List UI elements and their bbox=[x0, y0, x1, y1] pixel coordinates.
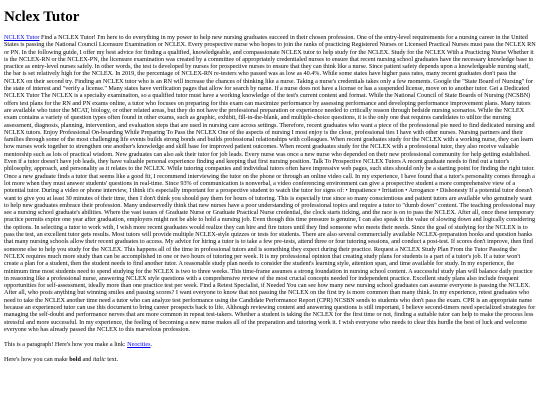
format-suffix: text. bbox=[105, 356, 119, 364]
paragraph-text: This is a paragraph! Here's how you make a link: bbox=[4, 341, 128, 349]
article-body-text: Find a NCLEX Tutor! I'm here to do everything in my power to help new nursing graduates succeed in their chosen profession. One of the entry-level requirements for a nursing career in the United States is passing the National Council Licensure Examination or NCLEX. Every prospective nurse who hopes to join the ranks of practicing Registered Nurses or Licensed Practical Nurses must pass the NCLEX RN or PN. In the following guide, I offer my best advice for finding a qualified, knowledgeable, and compassionate NCLEX tutor to help study for the NCLEX. Study for the NCLEX With a Practicing Nurse Whether it is the NCLEX-RN or the NCLEX-PN, the licensure examination was created by a committee of appropriately credentialed nurses to ensure that recent nursing school graduates have the necessary knowledge base to practice as entry-level nurses safely. In other words, the test is developed by nurses for prospective nurses to ensure that they can think like a nurse. Since patient safety depends upon a knowledgeable nursing staff, the bar is set relatively high for the NCLEX. In 2019, the percentage of NCLEX-RN re-testers who passed was as low as 40.4%. While some states have higher pass rates, many recent graduates don't pass the NCLEX on their second try. Finding an NCLEX tutor who is an RN will increase the chances of thinking like a nurse. Taking a nurse's credentials takes only a few moments. Google the "State Board of Nursing" for the state of interest and "verify a license." Many states have verification pages that allow for search by name. If a nurse does not have a license or has a suspended license, move on to another tutor. Get a Dedicated NCLEX Tutor The NCLEX is a specialty examination, so a qualified tutor must have a working knowledge of the test's current content and format. While the National Council of State Boards of Nursing (NCSBN) offers test plans for the RN and PN exams online, a tutor who focuses on preparing for this exam can maximize performance by assessing performance and developing performance improvement plans. Many tutors are available who tutor the MCAT, biology, or other related areas, but they do not have the professional preparation or experience needed to critically reason through bedside nursing scenarios. While the NCLEX exam contains a variety of question types often found in other exams, such as graphic, exhibit, fill-in-the-blank, and multiple-choice questions, it is the only one that requires candidates to utilize the nursing assessment, diagnosis, planning, intervention, and evaluation steps that are used in nursing care across settings. Therefore, recent graduates who want a piece of the professional pie need to find dedicated nursing and NCLEX tutors. Enjoy Professional On-boarding While Preparing To Pass the NCLEX One of the aspects of nursing I most enjoy is the close, professional ties I have with other nurses. Nursing partners and their families through some of the most challenging life events builds strong bonds and builds professional relationships with colleagues. When recent graduates study for the NCLEX with a working nurse, they can learn how nurses work together to strengthen one another's knowledge and skill base for improved patient outcomes. When recent graduates study for the NCLEX with a professional tutor, they also receive valuable mentorship such as lots of practical wisdom. New graduates can also ask their tutor for job leads. Every nurse was once a new nurse who depended on their new professional community for help getting established. Even if a tutor doesn't have job leads, they have valuable personal experience finding and keeping that first nursing position. Talk To Prospective NCLEX Tutors A recent graduate needs to find out a tutor's philosophy, approach, and personality as it relates to the NCLEX. While tutoring companies and individual tutors often have impressive web pages, such sites should only be a starting point for finding the right tutor. Once a new graduate finds a tutor that seems like a good fit, I recommend interviewing the tutor on the phone or through an online video call. In my experience, I have found that a tutor's personality comes through a lot more when they must answer students' questions in real-time. Since 93% of communication is nonverbal, a video conferencing environment can give a prospective student a more comprehensive view of a potential tutor. During a video or phone interview, I think it's especially important for a prospective student to watch the tutor for signs of: • Impatience • Irritation • Arrogance • Dishonesty If a potential tutor doesn't want to give you at least 30 minutes of their time, then I don't think you should pay them for hours of tutoring. This is especially true since so many conscientious and patient tutors are available who genuinely want to help new graduates embrace their profession. Many undeservedly think that new nurses have a poor understanding of professional topics and require a tutor to "dumb down" content. The teaching professional may see a nursing school graduate's abilities. Where the vast issues of Graduate Nurse or Graduate Practical Nurse credential, the clock starts ticking, and the race is on to pass the NCLEX. After all, once these temporary practice permits expire one year after graduation, employers might not be able to hold a nursing job. Even though this time pressure is genuine, I can also speak to the value of slowing down and logically considering the options. In selecting a tutor to work with, I wish more recent graduates would realize they can hire and fire tutors until they find someone who meets their needs. Since the goal of studying for the NCLEX is to pass the test, an excellent tutor gets results. Most tutors will provide multiple NCLEX-style quizzes or tests for students. There are also several commercially available NCLEX-preparation books and question banks that many nursing schools allow their recent graduates to access. My advice for hiring a tutor is to take a few pre-tests, attend three or four tutoring sessions, and conduct a post-test. If scores don't improve, then find someone else to help you study for the NCLEX. This happens all of the time in professional tutors and is something they expect during their practice. Request a NCLEX Study Plan From the Tutor Passing the NCLEX requires much more study than can be accomplished in one or two hours of tutoring per week. It is my professional opinion that creating study plans for students is a part of a tutor's job. If a tutor won't create a plan for a student, then the student needs to find another tutor. A reasonable study plan needs to consider the student's learning style, attention span, and time available for study. In my experience, the minimum time most students need to spend studying for the NCLEX is two to three weeks. This time-frame assumes a strong foundation in nursing school content. A successful study plan will balance daily practice in reasoning like a professional nurse, answering NCLEX style questions with a comprehensive review of the most crucial concepts needed for independent practice. Excellent study plans also include frequent opportunities for self-assessment, ideally more than one practice test per week. Find a Retest Specialist, if Needed You can see how many new nursing school graduates can assume everyone is passing the NCLEX. After all, who posts anything but winning smiles and passing scores? I want everyone to know that not passing the NCLEX on the first try is more common than many think. In my experience, retest graduates who need to take the NCLEX another time need a tutor who can analyze test performance using the Candidate Performance Report (CPR) NCSBN sends to students who don't pass the exam. CPR is an appropriate name because an experienced tutor can use this document to bring career prospects back to life. Although reviewing content and answering questions is still important, I believe second-timers need specialized strategies for managing the self-doubt and performance nerves that are more common in repeat test-takers. Whether a student is taking the NCLEX for the first time or not, finding a suitable tutor can help to make the process less stressful and more successful. In my experience, the feeling of becoming a new nurse makes all of the preparation and tutoring work it. I wish everyone who needs to clear this hurdle the best of luck and welcome everyone who has already passed the NCLEX to this marvelous profession. bbox=[4, 34, 536, 333]
neocities-link[interactable]: Neocities bbox=[127, 341, 151, 349]
paragraph-end: . bbox=[150, 341, 153, 349]
format-prefix: Here's how you can make bbox=[4, 356, 70, 364]
bold-text: bold bbox=[69, 356, 81, 364]
paragraph-example bbox=[4, 341, 536, 348]
article-body bbox=[4, 34, 536, 333]
format-example bbox=[4, 356, 536, 363]
nclex-tutor-link[interactable]: NCLEX Tutor bbox=[4, 34, 40, 41]
format-middle: and bbox=[80, 356, 93, 364]
page-title: Nclex Tutor bbox=[4, 9, 80, 25]
italic-text: italic bbox=[92, 356, 106, 364]
